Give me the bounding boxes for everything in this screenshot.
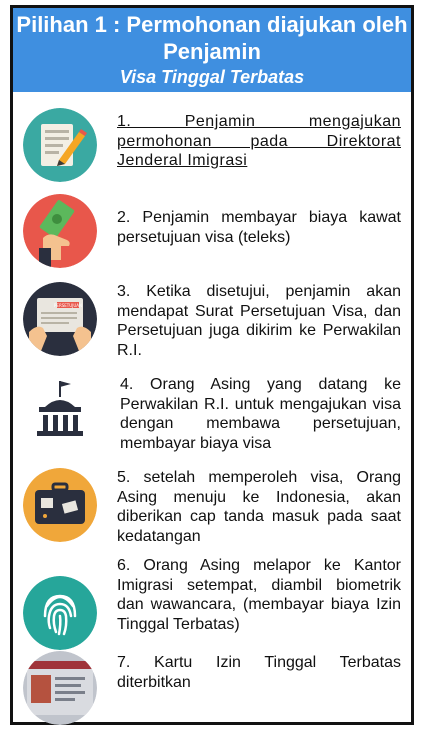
header-title-line2: Penjamin (163, 39, 261, 64)
document-pen-icon (23, 108, 97, 182)
step-1-text: 1. Penjamin mengajukan permohonan pada Direktorat Jenderal Imigrasi (117, 113, 401, 169)
id-card-icon (23, 651, 97, 725)
step-5-text: 5. setelah memperoleh visa, Orang Asing menuju ke Indonesia, akan diberikan cap tanda masuk pada saat kedatangan (117, 469, 401, 545)
fingerprint-icon (23, 576, 97, 650)
step-2-text: 2. Penjamin membayar biaya kawat persetujuan visa (teleks) (117, 209, 401, 246)
step-3-text: 3. Ketika disetujui, penjamin akan mendapat Surat Persetujuan Visa, dan Persetujuan juga dikirim ke Perwakilan R.I. (117, 283, 401, 359)
step-6-text: 6. Orang Asing melapor ke Kantor Imigrasi setempat, diambil biometrik dan wawancara, (membayar biaya Izin Tinggal Terbatas) (117, 557, 401, 633)
step-7-text: 7. Kartu Izin Tinggal Terbatas diterbitkan (117, 654, 401, 691)
infographic-frame (10, 5, 414, 725)
stamp-label: PERSETUJUAN (54, 303, 82, 308)
embassy-building-icon (23, 373, 97, 447)
money-hand-icon (23, 194, 97, 268)
step-4-text: 4. Orang Asing yang datang ke Perwakilan R.I. untuk mengajukan visa dengan membawa persetujuan, membayar biaya visa (120, 376, 401, 452)
suitcase-icon (23, 468, 97, 542)
header-title-line1: Pilihan 1 : Permohonan diajukan oleh (16, 12, 408, 37)
approval-letter-icon (23, 282, 97, 356)
header-subtitle: Visa Tinggal Terbatas (119, 67, 305, 87)
header-banner (13, 8, 411, 92)
